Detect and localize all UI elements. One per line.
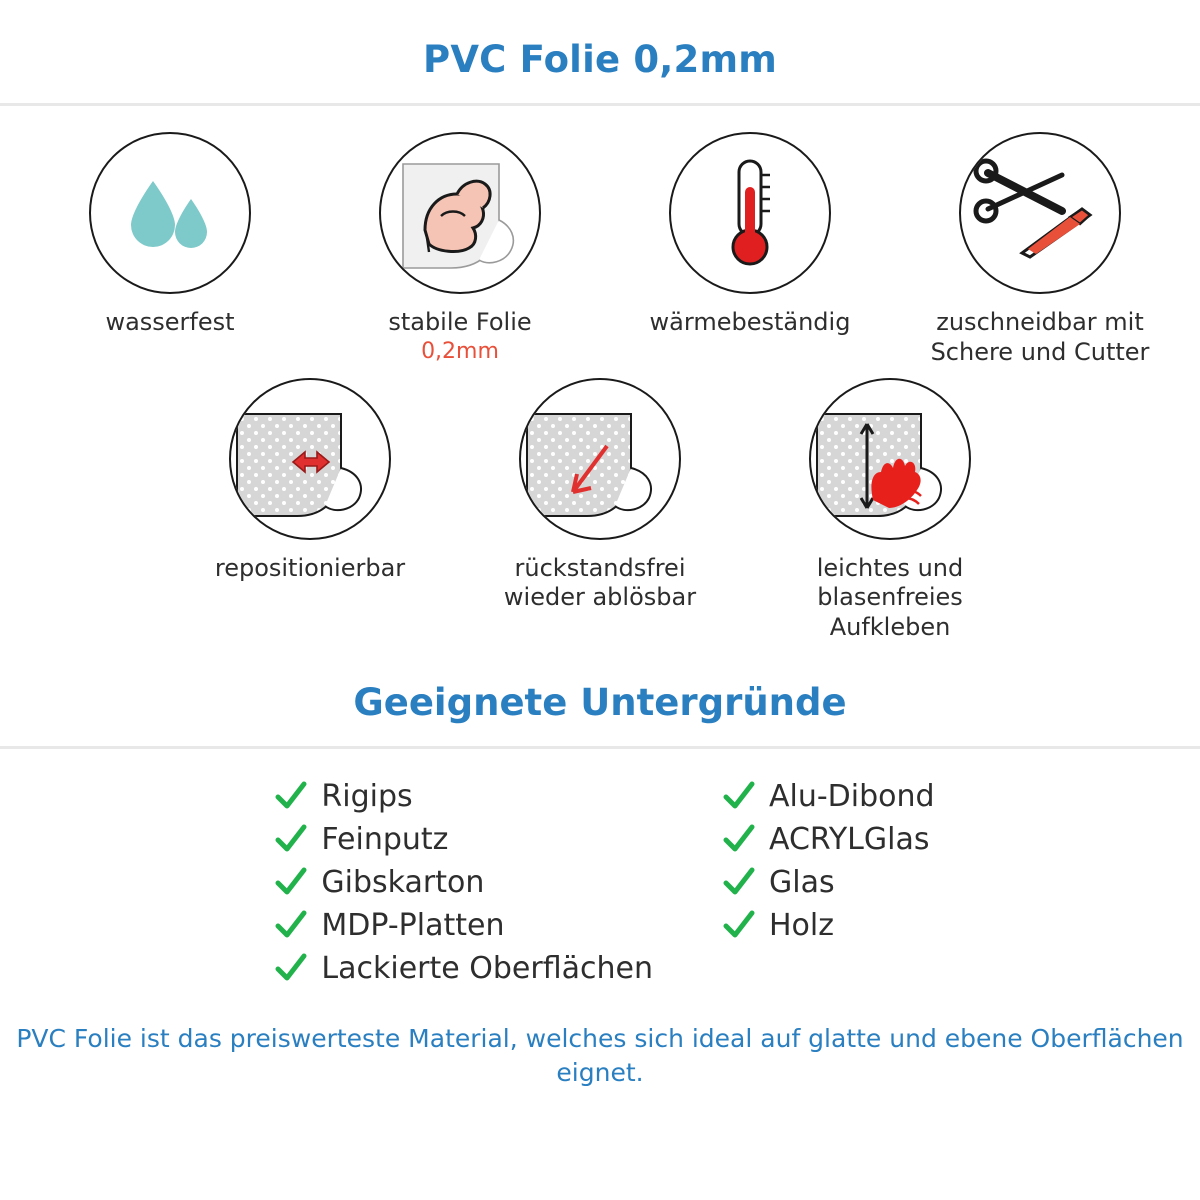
list-item xyxy=(275,779,653,814)
feature-label: stabile Folie 0,2mm xyxy=(388,308,532,364)
check-icon xyxy=(275,953,307,983)
check-icon xyxy=(275,910,307,940)
feature-waermebestaendig xyxy=(635,132,865,338)
feature-label: repositionierbar xyxy=(214,553,406,582)
feature-label: wasserfest xyxy=(105,308,235,336)
scissors-cutter-icon xyxy=(970,153,1110,273)
list-item-label: Gibskarton xyxy=(321,864,485,900)
feature-icon-circle xyxy=(519,378,681,540)
feature-row-1 xyxy=(0,132,1200,368)
page-title: PVC Folie 0,2mm xyxy=(423,38,777,81)
check-icon xyxy=(723,867,755,897)
list-item-label: Rigips xyxy=(321,778,413,814)
list-item xyxy=(275,865,653,900)
features-section xyxy=(0,106,1200,643)
feature-label: leichtes und blasenfreies Aufkleben xyxy=(816,553,964,641)
divider-middle xyxy=(0,746,1200,749)
feature-row-2 xyxy=(0,378,1200,643)
feature-icon-circle xyxy=(809,378,971,540)
list-item xyxy=(275,908,653,943)
thermometer-icon xyxy=(715,153,785,273)
water-drops-icon xyxy=(115,163,225,263)
feature-rueckstandsfrei xyxy=(485,378,715,614)
list-item xyxy=(275,822,653,857)
list-item xyxy=(723,822,935,857)
feature-label: zuschneidbar mit Schere und Cutter xyxy=(930,308,1150,366)
list-item xyxy=(723,779,935,814)
feature-label: rückstandsfrei wieder ablösbar xyxy=(503,553,697,612)
feature-icon-circle xyxy=(379,132,541,294)
peel-off-icon xyxy=(521,380,679,538)
list-item-label: Feinputz xyxy=(321,821,449,857)
strong-arm-icon xyxy=(381,134,539,292)
footnote-text: PVC Folie ist das preiswerteste Material, welches sich ideal auf glatte und ebene Oberflächen eignet. xyxy=(16,1023,1184,1087)
surface-column-right xyxy=(723,779,935,986)
list-item-label: MDP-Platten xyxy=(321,907,505,943)
check-icon xyxy=(723,824,755,854)
feature-zuschneidbar xyxy=(925,132,1155,368)
feature-stabile-folie xyxy=(345,132,575,365)
section-title-untergruende: Geeignete Untergründe xyxy=(353,680,847,724)
check-icon xyxy=(723,781,755,811)
feature-icon-circle xyxy=(669,132,831,294)
list-item-label: Glas xyxy=(768,864,835,900)
feature-icon-circle xyxy=(89,132,251,294)
check-icon xyxy=(275,781,307,811)
check-icon xyxy=(275,824,307,854)
feature-repositionierbar xyxy=(195,378,425,584)
surface-column-left xyxy=(275,779,653,986)
feature-sublabel: 0,2mm xyxy=(421,338,499,364)
list-item-label: Alu-Dibond xyxy=(768,778,935,814)
hand-smooth-icon xyxy=(811,380,969,538)
check-icon xyxy=(275,867,307,897)
check-icon xyxy=(723,910,755,940)
feature-icon-circle xyxy=(229,378,391,540)
feature-wasserfest xyxy=(55,132,285,338)
list-item-label: Holz xyxy=(768,907,834,943)
list-item xyxy=(723,865,935,900)
list-item-label: ACRYLGlas xyxy=(768,821,930,857)
feature-label: wärmebeständig xyxy=(649,308,851,336)
feature-aufkleben xyxy=(775,378,1005,643)
reposition-icon xyxy=(231,380,389,538)
list-item xyxy=(723,908,935,943)
list-item xyxy=(275,951,653,986)
feature-icon-circle xyxy=(959,132,1121,294)
list-item-label: Lackierte Oberflächen xyxy=(321,950,653,986)
surface-lists xyxy=(0,779,1200,986)
